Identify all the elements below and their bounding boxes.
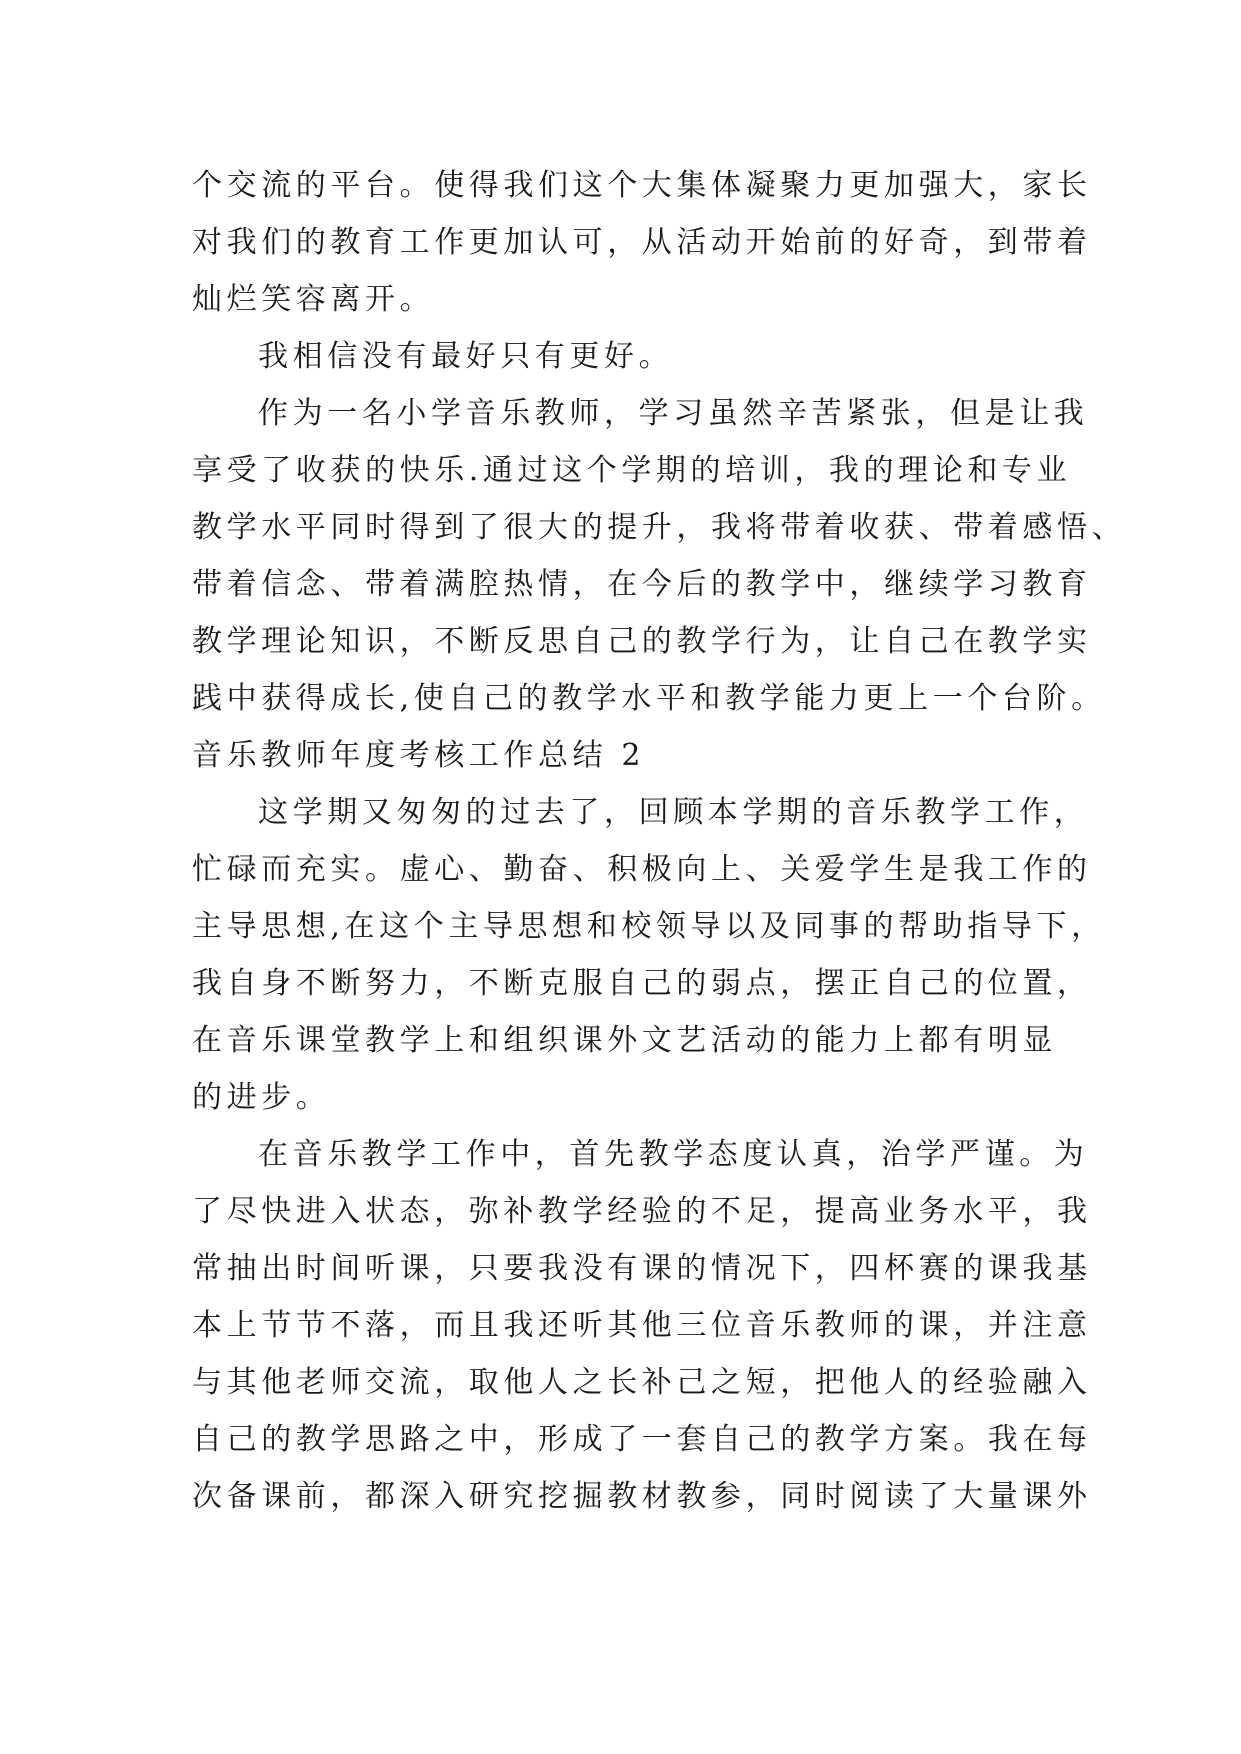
text-line: 这学期又匆匆的过去了，回顾本学期的音乐教学工作， — [258, 795, 1089, 830]
text-line: 次备课前，都深入研究挖掘教材教参，同时阅读了大量课外 — [192, 1479, 1092, 1514]
text-line: 带着信念、带着满腔热情，在今后的教学中，继续学习教育 — [192, 567, 1092, 602]
text-line: 个交流的平台。使得我们这个大集体凝聚力更加强大，家长 — [192, 168, 1092, 203]
text-line: 享受了收获的快乐.通过这个学期的培训，我的理论和专业 — [192, 453, 1072, 488]
text-line: 本上节节不落，而且我还听其他三位音乐教师的课，并注意 — [192, 1308, 1092, 1343]
text-line: 常抽出时间听课，只要我没有课的情况下，四杯赛的课我基 — [192, 1251, 1092, 1286]
text-line: 了尽快进入状态，弥补教学经验的不足，提高业务水平，我 — [192, 1194, 1092, 1229]
text-line: 主导思想,在这个主导思想和校领导以及同事的帮助指导下， — [192, 909, 1106, 944]
text-line: 对我们的教育工作更加认可，从活动开始前的好奇，到带着 — [192, 225, 1092, 260]
text-line: 在音乐教学工作中，首先教学态度认真，治学严谨。为 — [258, 1137, 1089, 1172]
text-line: 与其他老师交流，取他人之长补己之短，把他人的经验融入 — [192, 1365, 1092, 1400]
text-line: 在音乐课堂教学上和组织课外文艺活动的能力上都有明显 — [192, 1023, 1057, 1058]
text-line: 忙碌而充实。虚心、勤奋、积极向上、关爱学生是我工作的 — [192, 852, 1092, 887]
text-line: 我相信没有最好只有更好。 — [258, 339, 674, 374]
text-line: 的进步。 — [192, 1080, 331, 1115]
text-line: 自己的教学思路之中，形成了一套自己的教学方案。我在每 — [192, 1422, 1092, 1457]
text-line: 践中获得成长,使自己的教学水平和教学能力更上一个台阶。 — [192, 681, 1106, 716]
text-line: 我自身不断努力，不断克服自己的弱点，摆正自己的位置， — [192, 966, 1092, 1001]
section-title: 音乐教师年度考核工作总结 2 — [192, 738, 646, 773]
text-line: 教学水平同时得到了很大的提升，我将带着收获、带着感悟、 — [192, 510, 1127, 545]
text-line: 教学理论知识，不断反思自己的教学行为，让自己在教学实 — [192, 624, 1092, 659]
text-line: 作为一名小学音乐教师，学习虽然辛苦紧张，但是让我 — [258, 396, 1089, 431]
text-line: 灿烂笑容离开。 — [192, 282, 435, 317]
